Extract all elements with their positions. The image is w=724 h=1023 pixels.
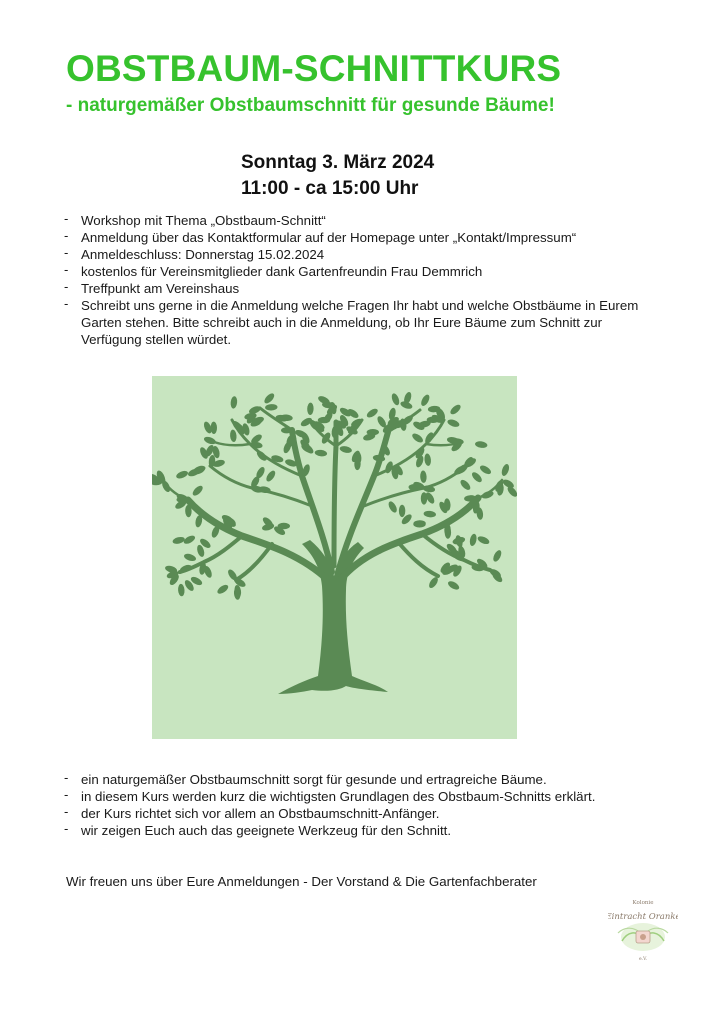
leaf-icon [265, 404, 278, 411]
leaf-icon [423, 510, 436, 518]
list-item: - Anmeldeschluss: Donnerstag 15.02.2024 [64, 245, 325, 262]
club-logo [608, 897, 678, 963]
dash-bullet-icon: - [64, 228, 69, 243]
leaf-icon [421, 492, 427, 504]
details-list [64, 212, 664, 348]
page-title: OBSTBAUM-SCHNITTKURS [66, 48, 562, 89]
leaf-icon [365, 407, 379, 419]
list-item: - der Kurs richtet sich vor allem an Obstbaumschnitt-Anfänger. [64, 804, 440, 821]
leaf-icon [492, 549, 503, 563]
list-item: - Anmeldung über das Kontaktformular auf der Homepage unter „Kontakt/Impressum“ [64, 228, 577, 245]
list-item: - Treffpunkt am Vereinshaus [64, 279, 240, 296]
course-info-list [64, 771, 684, 839]
page-subtitle: - naturgemäßer Obstbaumschnitt für gesunde Bäume! [66, 95, 555, 116]
list-item: - Workshop mit Thema „Obstbaum-Schnitt“ [64, 211, 326, 228]
logo-name-text: Eintracht Oranke [608, 912, 678, 922]
leaf-icon [399, 505, 405, 517]
leaf-icon [419, 393, 431, 407]
list-item: - wir zeigen Euch auch das geeignete Werkzeug für den Schnitt. [64, 821, 452, 838]
event-date: Sonntag 3. März 2024 [241, 152, 435, 173]
leaf-icon [477, 535, 491, 546]
closing-note: Wir freuen uns über Eure Anmeldungen - Der Vorstand & Die Gartenfachberater [66, 874, 537, 889]
dash-bullet-icon: - [64, 821, 69, 836]
leaf-icon [470, 471, 483, 484]
dash-bullet-icon: - [64, 804, 69, 819]
club-logo-icon [608, 897, 678, 963]
logo-bottom-text: e.V. [639, 957, 647, 962]
list-item: - kostenlos für Vereinsmitglieder dank Gartenfreundin Frau Demmrich [64, 262, 483, 279]
leaf-icon [230, 396, 238, 409]
dash-bullet-icon: - [64, 296, 69, 311]
leaf-icon [475, 441, 488, 449]
leaf-icon [367, 429, 380, 436]
leaf-icon [191, 484, 204, 497]
dash-bullet-icon: - [64, 787, 69, 802]
leaf-icon [314, 449, 327, 457]
tree-illustration [152, 376, 517, 739]
leaf-icon [265, 469, 277, 483]
leaf-icon [216, 583, 230, 595]
leaf-icon [469, 533, 478, 546]
dash-bullet-icon: - [64, 770, 69, 785]
dash-bullet-icon: - [64, 245, 69, 260]
leaf-icon [175, 469, 189, 480]
leaf-icon [203, 435, 217, 445]
leaf-icon [459, 478, 472, 491]
leaf-icon [390, 392, 400, 406]
leaf-icon [411, 432, 425, 444]
leaf-icon [183, 552, 197, 562]
leaf-icon [387, 500, 399, 514]
list-item: - ein naturgemäßer Obstbaumschnitt sorgt für gesunde und ertragreiche Bäume. [64, 770, 547, 787]
leaf-icon [339, 445, 352, 454]
dash-bullet-icon: - [64, 279, 69, 294]
leaf-icon [263, 392, 276, 405]
leaf-icon [479, 464, 493, 476]
list-item: - in diesem Kurs werden kurz die wichtigsten Grundlagen des Obstbaum-Schnitts erklärt. [64, 787, 596, 804]
leaf-icon [446, 418, 460, 428]
leaf-icon [424, 453, 432, 466]
tree-icon [152, 376, 517, 739]
leaf-icon [210, 422, 217, 435]
leaf-icon [307, 402, 314, 415]
leaf-icon [447, 579, 461, 591]
leaf-icon [500, 463, 510, 477]
logo-top-text: Kolonie [632, 900, 654, 906]
leaf-icon [420, 470, 427, 483]
event-when [241, 150, 434, 202]
leaf-icon [178, 584, 185, 597]
dash-bullet-icon: - [64, 262, 69, 277]
event-time: 11:00 - ca 15:00 Uhr [241, 178, 419, 199]
leaf-icon [449, 403, 462, 416]
list-item: - Schreibt uns gerne in die Anmeldung welche Fragen Ihr habt und welche Obstbäume in Eurem Garten stehen. Bitte schreibt auch in die Anmeldung, ob Ihr Eure Bäume zum Schnitt zur Verfügung stellen würdet. [64, 296, 639, 347]
dash-bullet-icon: - [64, 211, 69, 226]
leaf-icon [230, 429, 237, 442]
leaf-icon [172, 536, 186, 545]
